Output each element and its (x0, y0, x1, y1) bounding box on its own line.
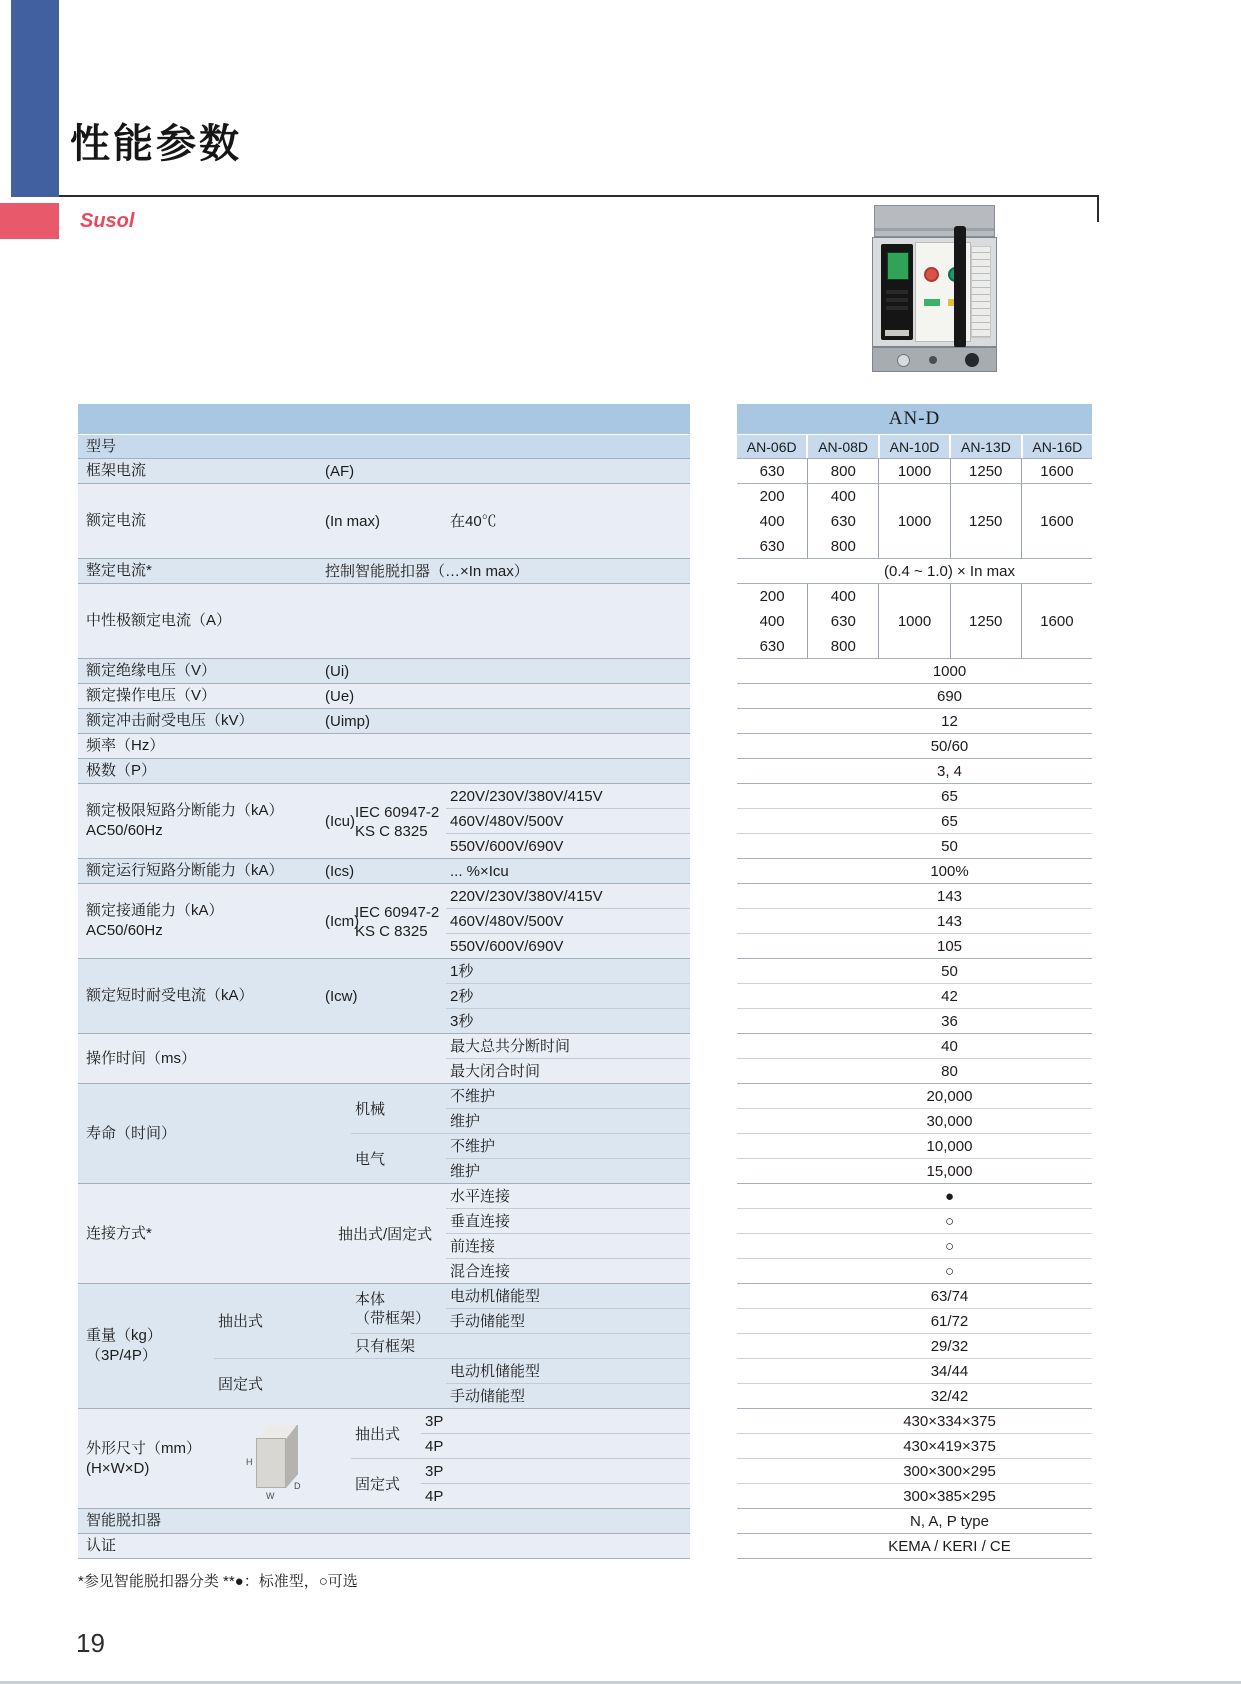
spec-row-group (78, 1408, 690, 1508)
spec-sublabel (325, 784, 355, 859)
spec-row-group (78, 858, 690, 883)
spec-condition-label: 460V/480V/500V (450, 813, 564, 830)
spec-sublabel-line: (Uimp) (325, 713, 370, 730)
spec-value (1021, 584, 1092, 658)
spec-label (86, 484, 146, 558)
sub-row-separator (351, 1458, 690, 1459)
spec-value-group (737, 583, 1092, 658)
spec-table-values (737, 458, 1092, 1559)
spec-sublabel-line: IEC 60947-2 (355, 803, 440, 821)
spec-condition-label: 手动储能型 (450, 1388, 526, 1405)
spec-value-line: 400 (830, 587, 856, 605)
spec-label-line: 框架电流 (86, 462, 147, 479)
title-rule-tick (1097, 195, 1099, 222)
spec-value: 50/60 (930, 738, 969, 755)
spec-label-line: （3P/4P） (86, 1347, 157, 1364)
spec-value: 80 (941, 1063, 958, 1080)
sub-row-separator (446, 1058, 690, 1059)
spec-value: 65 (941, 788, 958, 805)
spec-value (737, 459, 807, 483)
spec-value: 690 (936, 688, 963, 705)
spec-sublabel (338, 1184, 432, 1284)
spec-value-line: 630 (759, 637, 785, 655)
spec-condition-label: 220V/230V/380V/415V (450, 788, 603, 805)
spec-value-group (737, 958, 1092, 1033)
spec-value (807, 484, 878, 558)
spec-row-group (78, 1508, 690, 1533)
spec-value-line: 1000 (897, 612, 932, 630)
spec-value-line: 630 (830, 612, 856, 630)
spec-value: 40 (941, 1038, 958, 1055)
spec-sublabel-line: 控制智能脱扣器（…×In max） (325, 563, 529, 580)
spec-value-group (737, 1183, 1092, 1283)
spec-row-group (78, 1183, 690, 1283)
corner-accent-red (0, 203, 59, 239)
spec-label (86, 784, 284, 858)
spec-sublabel-line: 固定式 (355, 1475, 401, 1493)
spec-label (86, 959, 254, 1033)
spec-sublabel-line: 抽出式 (355, 1425, 401, 1443)
spec-value-group (737, 483, 1092, 558)
spec-value: 3, 4 (936, 763, 963, 780)
spec-condition-label: 水平连接 (450, 1188, 511, 1205)
spec-value: 65 (941, 813, 958, 830)
spec-label-line: 极数（P） (86, 762, 157, 779)
model-header-cell: AN-16D (1021, 435, 1092, 458)
spec-value: 29/32 (930, 1338, 969, 1355)
spec-label-line: 额定极限短路分断能力（kA） (86, 802, 284, 819)
spec-condition-label: 3P (425, 1463, 444, 1480)
spec-sublabel-line: (Icw) (325, 988, 358, 1005)
spec-value-group (737, 1083, 1092, 1183)
breaker-rating-label (971, 246, 991, 338)
spec-label-line: 重量（kg） (86, 1327, 162, 1344)
sub-row-separator (446, 1233, 690, 1234)
spec-sublabel-line: 只有框架 (355, 1338, 416, 1355)
spec-label-line: 额定冲击耐受电压（kV） (86, 712, 254, 729)
spec-label (86, 659, 216, 683)
spec-sublabel (355, 1084, 385, 1134)
spec-label (86, 859, 284, 883)
spec-row-group (78, 1283, 690, 1408)
spec-sublabel (325, 659, 349, 684)
spec-value: 32/42 (930, 1388, 969, 1405)
spec-label-line: (H×W×D) (86, 1459, 150, 1477)
dim-label-w: W (266, 1491, 275, 1501)
spec-value (737, 584, 807, 658)
spec-value-group (737, 683, 1092, 708)
spec-label-line: 额定绝缘电压（V） (86, 662, 217, 679)
spec-label-line: 认证 (86, 1537, 117, 1554)
spec-label (86, 1184, 152, 1283)
spec-row-group (78, 783, 690, 858)
spec-sublabel-line: 抽出式 (218, 1313, 264, 1330)
sub-row-separator (421, 1483, 690, 1484)
spec-value: 430×419×375 (903, 1438, 996, 1455)
spec-value-group (737, 883, 1092, 958)
spec-condition-label: ... %×Icu (450, 863, 509, 880)
spec-label (86, 1284, 162, 1408)
left-table-header-band (78, 404, 690, 434)
spec-value-group (737, 658, 1092, 683)
spec-condition-label: 混合连接 (450, 1263, 511, 1280)
spec-label (86, 1534, 116, 1558)
model-header-cell: AN-08D (806, 435, 877, 458)
spec-label-line: 额定电流 (86, 512, 147, 529)
value-row (737, 459, 1092, 483)
spec-value-group (737, 558, 1092, 583)
spec-value-group (737, 858, 1092, 883)
spec-label (86, 1034, 196, 1083)
spec-sublabel (325, 459, 354, 484)
spec-value-line: 400 (830, 487, 856, 505)
spec-condition-label: 3P (425, 1413, 444, 1430)
spec-sublabel-line: (Icu) (325, 813, 355, 830)
spec-value-group (737, 1408, 1092, 1508)
spec-sublabel (325, 709, 370, 734)
spec-condition-label: 最大闭合时间 (450, 1063, 541, 1080)
spec-condition-label: 不维护 (450, 1088, 496, 1105)
spec-row-group (78, 658, 690, 683)
spec-row-group (78, 1033, 690, 1083)
spec-sublabel-line: 机械 (355, 1100, 386, 1118)
breaker-trip-label (885, 330, 909, 336)
page-title: 性能参数 (70, 122, 242, 166)
spec-label (86, 1509, 161, 1533)
spec-value: 61/72 (930, 1313, 969, 1330)
spec-value-line: 1250 (969, 512, 1003, 530)
spec-value-line: 400 (759, 612, 785, 630)
spec-label-line: 操作时间（ms） (86, 1049, 196, 1067)
spec-condition-label: 2秒 (450, 988, 474, 1005)
spec-value (1021, 459, 1092, 483)
spec-row-group (78, 708, 690, 733)
spec-value (950, 584, 1021, 658)
spec-sublabel (325, 959, 358, 1034)
model-header-row (737, 435, 1092, 458)
spec-sublabel-line: 抽出式/固定式 (338, 1225, 433, 1243)
brand-logo: Susol (80, 210, 135, 232)
spec-value: 50 (941, 838, 958, 855)
spec-sublabel (355, 784, 439, 859)
spec-sublabel (355, 1134, 385, 1184)
sub-row-separator (446, 1158, 690, 1159)
spec-label-line: 额定操作电压（V） (86, 687, 217, 704)
spec-value: KEMA / KERI / CE (888, 1538, 1011, 1555)
spec-value-group (737, 1033, 1092, 1083)
spec-row-group (78, 683, 690, 708)
model-header-cell: AN-10D (878, 435, 949, 458)
spec-sublabel-line: （带框架） (355, 1310, 431, 1327)
sub-row-separator (446, 1108, 690, 1109)
spec-sublabel (325, 684, 354, 709)
sub-row-separator (446, 1208, 690, 1209)
spec-label-line: 外形尺寸（mm） (86, 1439, 201, 1457)
spec-label-line: 中性极额定电流（A） (86, 612, 232, 629)
spec-condition-label: 460V/480V/500V (450, 913, 564, 930)
spec-row-group (78, 558, 690, 583)
spec-value: ○ (944, 1238, 955, 1255)
charged-indicator (924, 299, 940, 306)
spec-value: N, A, P type (910, 1513, 989, 1530)
spec-condition-label: 1秒 (450, 963, 474, 980)
spec-condition-label: 前连接 (450, 1238, 496, 1255)
breaker-knob-dark (965, 353, 979, 367)
page-number: 19 (76, 1628, 105, 1658)
sub-row-separator (446, 1383, 690, 1384)
spec-sublabel-line: KS C 8325 (355, 922, 428, 940)
breaker-top-cap (874, 205, 995, 237)
spec-sublabel-line: 固定式 (218, 1375, 264, 1393)
spec-value: (0.4 ~ 1.0) × In max (884, 563, 1015, 580)
sub-row-separator (446, 983, 690, 984)
spec-sublabel (325, 559, 529, 584)
spec-sublabel-line: (Ui) (325, 663, 350, 680)
spec-row-group (78, 733, 690, 758)
spec-value: 12 (941, 713, 958, 730)
spec-value-line: 1600 (1040, 512, 1074, 530)
spec-value-line: 200 (759, 487, 785, 505)
spec-value-group (737, 733, 1092, 758)
spec-value-group (737, 1533, 1092, 1558)
spec-value-group (737, 783, 1092, 858)
spec-value: 20,000 (926, 1088, 973, 1105)
spec-sublabel (218, 1284, 263, 1359)
spec-value (878, 484, 949, 558)
spec-label-line: 智能脱扣器 (86, 1512, 162, 1529)
sub-row-separator (446, 833, 690, 834)
spec-sublabel-line: (AF) (325, 463, 355, 480)
spec-sublabel-line: 本体 (355, 1291, 386, 1308)
spec-value (878, 459, 949, 483)
spec-value: 100% (930, 863, 969, 880)
spec-label-line: AC50/60Hz (86, 922, 163, 939)
spec-value-line: 1250 (969, 612, 1003, 630)
corner-accent-blue (11, 0, 59, 197)
spec-value: ○ (944, 1213, 955, 1230)
spec-sublabel-line: KS C 8325 (355, 822, 428, 840)
spec-value: 30,000 (926, 1113, 973, 1130)
spec-condition-label: 维护 (450, 1113, 481, 1130)
model-header-cell: AN-13D (949, 435, 1020, 458)
spec-sublabel (355, 1284, 430, 1334)
spec-sublabel (355, 1409, 400, 1459)
spec-value: 36 (941, 1013, 958, 1030)
spec-value-group (737, 758, 1092, 783)
spec-value-line: 630 (759, 462, 785, 480)
model-row-label: 型号 (78, 435, 690, 458)
spec-row-group (78, 483, 690, 558)
sub-row-separator (351, 1133, 690, 1134)
spec-value-group (737, 1508, 1092, 1533)
title-rule (59, 195, 1099, 197)
breaker-display-screen (887, 252, 909, 280)
spec-value: 10,000 (926, 1138, 973, 1155)
spec-row-group (78, 583, 690, 658)
spec-value-line: 1000 (897, 512, 932, 530)
spec-value (807, 584, 878, 658)
spec-label-line: 额定短时耐受电流（kA） (86, 987, 254, 1004)
spec-value (878, 584, 949, 658)
dim-label-h: H (246, 1457, 253, 1467)
spec-sublabel (355, 884, 439, 959)
spec-condition-label: 电动机储能型 (450, 1363, 541, 1380)
spec-value: 1000 (932, 663, 967, 680)
spec-sublabel-line: IEC 60947-2 (355, 903, 440, 921)
value-row (737, 484, 1092, 558)
sub-row-separator (446, 1308, 690, 1309)
spec-label-line: 频率（Hz） (86, 737, 165, 754)
spec-value: 430×334×375 (903, 1413, 996, 1430)
dim-label-d: D (294, 1481, 301, 1491)
sub-row-separator (351, 1333, 690, 1334)
sub-row-separator (421, 1433, 690, 1434)
spec-condition-label: 550V/600V/690V (450, 938, 564, 955)
spec-label (86, 709, 254, 733)
spec-value-line: 1600 (1040, 612, 1074, 630)
sub-row-separator (446, 908, 690, 909)
spec-value: ○ (944, 1263, 955, 1280)
spec-sublabel-line: (Ue) (325, 688, 355, 705)
spec-sublabel-line: 电气 (355, 1150, 386, 1168)
spec-row-group (78, 758, 690, 783)
spec-value: 143 (936, 913, 963, 930)
spec-value (1021, 484, 1092, 558)
spec-condition-label: 4P (425, 1438, 444, 1455)
spec-sublabel (355, 1334, 415, 1359)
spec-value (807, 459, 878, 483)
spec-value-line: 1600 (1040, 462, 1074, 480)
spec-label-line: 额定接通能力（kA） (86, 902, 224, 919)
spec-value-line: 800 (830, 462, 856, 480)
spec-value: 143 (936, 888, 963, 905)
spec-label (86, 684, 216, 708)
spec-sublabel-line: 在40℃ (450, 513, 497, 530)
family-header: AN-D (737, 404, 1092, 434)
spec-sublabel-line: (In max) (325, 513, 381, 530)
spec-row-group (78, 1083, 690, 1183)
box-front-face (256, 1438, 286, 1488)
spec-label-line: AC50/60Hz (86, 822, 163, 839)
product-photo (872, 205, 997, 372)
spec-sublabel (325, 859, 354, 884)
spec-row-group (78, 458, 690, 483)
spec-condition-label: 垂直连接 (450, 1213, 511, 1230)
spec-value-line: 400 (759, 512, 785, 530)
spec-row-group (78, 1533, 690, 1558)
spec-condition-label: 550V/600V/690V (450, 838, 564, 855)
spec-value: ● (944, 1188, 955, 1205)
spec-condition-label: 3秒 (450, 1013, 474, 1030)
spec-sublabel (355, 1459, 400, 1509)
spec-label-line: 连接方式* (86, 1224, 152, 1242)
breaker-racking-knob (897, 354, 910, 367)
spec-value (950, 484, 1021, 558)
spec-label (86, 734, 164, 758)
breaker-handle (954, 226, 966, 348)
spec-row-group (78, 883, 690, 958)
off-button-icon (924, 267, 939, 282)
spec-value (737, 484, 807, 558)
breaker-trip-unit-panel (881, 244, 913, 340)
spec-label-line: 额定运行短路分断能力（kA） (86, 862, 284, 879)
spec-sublabel (218, 1359, 263, 1409)
breaker-screw (929, 356, 937, 364)
spec-label (86, 1084, 176, 1183)
spec-condition-label: 不维护 (450, 1138, 496, 1155)
breaker-body (872, 237, 997, 347)
spec-value-line: 1250 (969, 462, 1003, 480)
breaker-base (872, 347, 997, 372)
spec-value: 300×385×295 (903, 1488, 996, 1505)
spec-value (950, 459, 1021, 483)
value-row (737, 584, 1092, 658)
spec-label-line: 寿命（时间） (86, 1124, 177, 1142)
sub-row-separator (214, 1358, 690, 1359)
spec-value: 300×300×295 (903, 1463, 996, 1480)
spec-sublabel (450, 484, 497, 559)
spec-label (86, 884, 224, 958)
spec-label-line: 整定电流* (86, 562, 152, 579)
spec-value-line: 200 (759, 587, 785, 605)
spec-value-line: 1000 (897, 462, 932, 480)
sub-row-separator (446, 1258, 690, 1259)
spec-condition-label: 手动储能型 (450, 1313, 526, 1330)
spec-value: 63/74 (930, 1288, 969, 1305)
spec-table-labels (78, 458, 690, 1559)
spec-value-group (737, 458, 1092, 483)
spec-value-group (737, 708, 1092, 733)
sub-row-separator (446, 1008, 690, 1009)
spec-value-line: 630 (759, 537, 785, 555)
spec-condition-label: 最大总共分断时间 (450, 1038, 571, 1055)
dimension-box-figure (246, 1425, 301, 1501)
spec-condition-label: 220V/230V/380V/415V (450, 888, 603, 905)
sub-row-separator (446, 808, 690, 809)
model-header-cell: AN-06D (737, 435, 806, 458)
sub-row-separator (446, 933, 690, 934)
spec-label (86, 559, 152, 583)
spec-value: 50 (941, 963, 958, 980)
spec-value: 15,000 (926, 1163, 973, 1180)
spec-condition-label: 维护 (450, 1163, 481, 1180)
footnote: *参见智能脱扣器分类 **●：标准型，○可选 (78, 1573, 358, 1590)
spec-sublabel-line: (Icm) (325, 913, 360, 930)
spec-value: 105 (936, 938, 963, 955)
spec-value-line: 800 (830, 637, 856, 655)
spec-value-line: 800 (830, 537, 856, 555)
spec-sublabel (325, 484, 380, 559)
spec-value: 42 (941, 988, 958, 1005)
spec-label (86, 459, 146, 483)
spec-label (86, 584, 231, 658)
spec-label (86, 759, 156, 783)
spec-value-group (737, 1283, 1092, 1408)
spec-value-line: 630 (830, 512, 856, 530)
spec-label (86, 1409, 201, 1508)
spec-condition-label: 电动机储能型 (450, 1288, 541, 1305)
spec-sublabel-line: (Ics) (325, 863, 355, 880)
breaker-keypad (886, 288, 908, 310)
spec-condition-label: 4P (425, 1488, 444, 1505)
spec-row-group (78, 958, 690, 1033)
spec-value: 34/44 (930, 1363, 969, 1380)
